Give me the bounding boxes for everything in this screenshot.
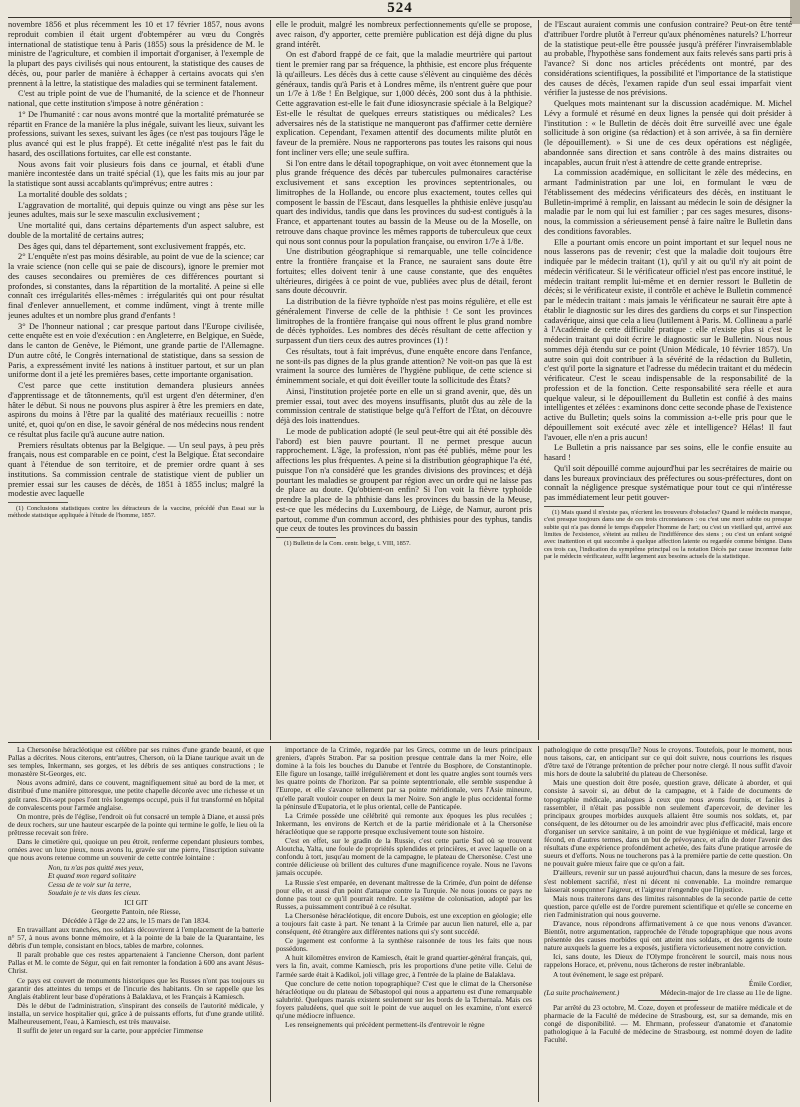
feuilleton-paragraph: D'ailleurs, revenir sur un passé aujourd'hui chacun, dans la mesure de ses forces, s'est noblement sacrifié, n'est ni décent ni convenable. La moindre remarque laisserait soupçonner l'aigreur, et l'aigreur n'engendre que l'injustice. xyxy=(544,868,792,894)
article-paragraph: Elle a pourtant omis encore un point important et sur lequel nous ne nous lasserons pas de revenir; c'est que la maladie doit toujours être indiquée par le médecin traitant (1), qu'il y ait ou qu'il n'y ait point de médecin vérificateur. Si le vérificateur officiel n'est pas encore institué, le médecin traitant remplit lui-même et en dernier ressort le Bulletin de décès; si le vérificateur existe, il contrôle et achève le Bulletin commencé par le médecin traitant : mais jamais le vérificateur ne saurait être apte à établir le diagnostic sur les dires des gardiens du corps et sur l'inspection cadavérique, ainsi que cela a lieu (lutilement à Paris. M. Collineau a parlé à l'Académie de cette difficulté pratique : elle n'existe plus si c'est le médecin traitant qui doit écrire le diagnostic sur le Bulletin. Nous nous sommes déjà étendu sur ce point (Union Médicale, 10 février 1857). Un autre soin qui doit contribuer à la sévérité de la rédaction du Bulletin, c'est qu'il porte la signature et l'adresse du médecin traitant et du médecin vérificateur. C'est le sceau indispensable de la responsabilité de la profession et de la fonction. Cette responsabilité sera réelle et aura quelque valeur, si le dépouillement du Bulletin est confié à des mains intelligentes et zélées : examinons donc cette seconde phase de l'existence active du Bulletin; quels soins la commission a-t-elle pris pour que le dépouillement soit exécuté avec zèle et intelligence? Hélas! Il faut l'avouer, elle n'en a pris aucun! xyxy=(544,237,792,442)
verse-line: Soudain je te vis dans les cieux. xyxy=(48,887,141,897)
article-paragraph: de l'Escaut auraient commis une confusion contraire? Peut-on être tenté d'attribuer l'ordre plutôt à l'erreur qu'aux phénomènes naturels? L'horreur de la statistique peut-elle être poussée jusqu'à préférer l'invraisemblable au probable, l'hypothèse sans fondement aux faits relevés sans parti pris à l'avance? Si donc nos articles précédents ont montré, par des considérations scientifiques, la possibilité et l'importance de la statistique des causes de décès, l'examen rapide d'un seul essai imparfait vient vérifier la justesse de nos prévisions. xyxy=(544,20,792,98)
page-number: 524 xyxy=(387,0,413,16)
verse-line: Cessa de te voir sur la terre, xyxy=(48,879,132,889)
article-paragraph: La mortalité double des soldats ; xyxy=(18,189,128,199)
article-paragraph: Une distribution géographique si remarquable, une telle coïncidence entre la frontière française et la France, ne sauraient sans doute être fortuites; elles doivent tenir à une cause constante, que des enquêtes ultérieures, dirigées à ce point de vue, publiées avec plus de détail, feront sans doute découvrir. xyxy=(276,247,532,296)
continued-note: (La suite prochainement.) xyxy=(544,987,620,997)
epitaph-verse xyxy=(48,864,264,896)
article-paragraph: Le Bulletin a pris naissance par ses soins, elle le confie ensuite au hasard ! xyxy=(544,443,792,462)
closing-notice: Par arrêté du 23 octobre, M. Coze, doyen et professeur de matière médicale et de pharmacie de la Faculté de médecine de Strasbourg, est, sur sa demande, mis en congé de disponibilité. — M. Ehrmann, professeur d'anatomie et d'anatomie pathologique à la Faculté de médecine de Strasbourg, est nommé doyen de ladite Faculté. xyxy=(544,1002,792,1045)
feuilleton-paragraph: Il suffit de jeter un regard sur la carte, pour apprécier l'immense xyxy=(17,1026,203,1036)
feuilleton-paragraph: On montre, près de l'église, l'endroit où fut consacré un temple à Diane, et aussi près de deux rochers, sur une hauteur escarpée de la pointe qui termine le golfe, le lieu où la prêtresse recevait son frère. xyxy=(8,811,264,837)
feuilleton-paragraph: Les renseignements qui précèdent permettent-ils d'entrevoir le règne xyxy=(285,1020,485,1030)
article-paragraph: La commission académique, en sollicitant le zèle des médecins, en armant l'administration par une loi, en formulant le vœu de l'établissement des médecins vérificateurs des décès, en instituant le Bulletin-imprimé à remplir, en laissant au médecin le soin de désigner la maladie par le nom qui lui est familier ; par ces sages mesures, disons-nous, la commission a sérieusement pensé à faire naître le Bulletin dans des conditions favorables. xyxy=(544,168,792,236)
top-rule xyxy=(8,17,792,18)
feuilleton-paragraph: La Chersonèse héracléotique est célèbre par ses ruines d'une grande beauté, et que Pallas a décrites. Nous citerons, entr'autres, Cherson, où la Diane taurique avait un de ses temples, Inkermann, ses gorges, et les débris de ses antiques constructions ; le monastère St-Georges, etc. xyxy=(8,746,264,779)
feuilleton-paragraph: importance de la Crimée, regardée par les Grecs, comme un de leurs principaux greniers, d'après Strabon. Par sa position presque centrale dans la mer Noire, elle domine à la fois les bouches du Danube et l'entrée du Bosphore, de Constantinople. Elle figure un losange, taillé irrégulièrement et dont les quatre angles sont tournés vers les quatre points de l'horizon. Par sa pointe septentrionale, elle semble suspendue à l'Europe, et elle s'avance tellement par sa pointe méridionale, vers l'Asie mineure, qu'elle paraît vouloir couper en deux la mer Noire. Son angle le plus occidental forme la péninsule d'Eupatoria, et le plus oriental, celle de Panticapée. xyxy=(276,746,532,811)
upper-column-1 xyxy=(8,20,264,735)
lower-column-3 xyxy=(544,746,792,1104)
feuilleton-paragraph: Ce pays est couvert de monuments historiques que les Russes n'ont pas toujours su garantir des atteintes du temps et de l'incurie des habitants. On se rappelle que les Anglais établirent leur base d'opérations à Balaklava, et les Français à Kamiesch. xyxy=(8,975,264,1001)
author-signature: Émile Cordier, xyxy=(748,978,792,988)
article-paragraph: Si l'on entre dans le détail topographique, on voit avec étonnement que la plus grande fréquence des décès par tubercules pulmonaires caractérise exclusivement et sans exception les provinces septentrionales, ou limitrophes de la Hollande, ou encore plus exactement, toutes celles qui composent le bassin de l'Escaut, dans lesquelles la phthisie enlève jusqu'au quart des individus, tandis que dans les provinces du sud-est contiguës à la France, et appartenant toutes au bassin de la Meuse ou de la Moselle, on retrouve dans chaque province les mêmes rapports de tuberculeux que ceux qui nous sont connus pour la population française, ou environ 1/7e à 1/8e. xyxy=(276,158,532,246)
lower-column-1 xyxy=(8,746,264,1104)
article-paragraph: La distribution de la fièvre typhoïde n'est pas moins régulière, et elle est généralement l'inverse de celle de la phthisie ! Ce sont les provinces limitrophes de la frontière française qui nous offrent le plus grand nombre de décès typhoïdes. Les nombres des décès résultant de cette affection y surpassent d'un tiers ceux des autres provinces (1) ! xyxy=(276,297,532,345)
feuilleton-paragraph: Mais nous traiterons dans des limites raisonnables de la seconde partie de cette question, parce qu'elle est de l'ordre purement scientifique et qu'elle se concerne en rien l'administration qui nous gouverne. xyxy=(544,893,792,919)
article-paragraph: Ainsi, l'institution projetée porte en elle un si grand avenir, que, dès un premier essai, tout avec des moyens insuffisants, plutôt dus au zèle de la commission centrale de statistique belge qu'à l'effort de l'État, on découvre déjà des lois inattendues. xyxy=(276,386,532,425)
verse-line: Et quand mon regard solitaire xyxy=(48,871,136,881)
upper-column-3 xyxy=(544,20,792,735)
article-paragraph: L'aggravation de mortalité, qui depuis quinze ou vingt ans pèse sur les jeunes adultes, mais sur le sexe masculin exclusivement ; xyxy=(8,200,264,220)
feuilleton-paragraph: Nous avons admiré, dans ce couvent, magnifiquement situé au bord de la mer, et distribué d'une manière pittoresque, une petite chapelle décorée avec une richesse et un goût rares. Dix-sept popes l'ont très longtemps occupé, puis il fut transformé en hôpital de convalescents pour l'armée anglaise. xyxy=(8,778,264,812)
article-paragraph: Une mortalité qui, dans certains départements d'un aspect salubre, est double de la mortalité de certains autres; xyxy=(8,221,264,240)
feuilleton-paragraph: Ce jugement est conforme à la synthèse raisonnée de tous les faits que nous possédons. xyxy=(276,936,532,954)
article-paragraph: Qu'il soit dépouillé comme aujourd'hui par les secrétaires de mairie ou dans les bureaux provinciaux des préfectures ou sous-préfectures, dont on connaît la négligence presque systématique pour tout ce qui n'intéresse pas immédiatement leur petit gouver- xyxy=(544,463,792,502)
article-paragraph: 3° De l'honneur national ; car presque partout dans l'Europe civilisée, cette enquête est en voie d'exécution : en Angleterre, en Belgique, en Suède, dans le canton de Genève, le Piémont, une grande partie de l'Allemagne. D'un autre côté, le Congrès international de statistique, dans sa session de Paris, a expressément invité les nations à instituer partout, et sur un plan uniforme dont il a jeté les premières bases, cette importante organisation. xyxy=(8,321,264,380)
feuilleton-paragraph: Il paraît probable que ces restes appartenaient à l'ancienne Cherson, dont parlent Pallas et M. le comte de Ségur, qui en fait remonter la fondation à 600 ans avant Jésus-Christ. xyxy=(8,950,264,976)
feuilleton-paragraph: En travaillant aux tranchées, nos soldats découvrirent à l'emplacement de la batterie n° 57, à nous avons bonne mémoire, et à la pointe de la baie de la Quarantaine, les débris d'un temple, consistant en blocs, tables de marbre, colonnes. xyxy=(8,924,264,951)
epitaph-date: Décédée à l'âge de 22 ans, le 15 mars de l'an 1834. xyxy=(62,915,210,925)
feuilleton-paragraph: pathologique de cette presqu'île? Nous le croyons. Toutefois, pour le moment, nous nous taisons, car, en anticipant sur ce qui doit suivre, nous courrions les risques d'être taxé de l'étrange prétention de prêcher pour notre clergé. Il nous suffit d'avoir mis hors de doute la salubrité du plateau de Chersonèse. xyxy=(544,746,792,779)
feuilleton-paragraph: La Crimée possède une célébrité qui remonte aux époques les plus reculées ; Inkermann, les environs de Kertch et de la partie méridionale et à la Chersonèse héracléotique que se rapporte presque exclusivement toute son histoire. xyxy=(276,810,532,836)
article-paragraph: Nous avons fait voir plusieurs fois dans ce journal, et établi d'une manière incontestée dans un traité spécial (1), que les faits mis au jour par la statistique sont aussi accablants qu'imprévus; entre autres : xyxy=(8,159,264,188)
article-paragraph: elle le produit, malgré les nombreux perfectionnements qu'elle se propose, avec raison, d'y apporter, cette première publication est déjà digne du plus grand intérêt. xyxy=(276,20,532,49)
upper-column-2 xyxy=(276,20,532,735)
article-paragraph: C'est au triple point de vue de l'humanité, de la science et de l'honneur national, que cette institution s'impose à notre génération : xyxy=(8,89,264,108)
column-divider xyxy=(270,20,271,740)
article-paragraph: C'est parce que cette institution demandera plusieurs années d'apprentissage et de tâtonnements, qu'il est urgent d'en déterminer, d'en hâter le début. Si nous ne pouvons plus aspirer à être les premiers en date, aspirons du moins à l'être par la qualité des matériaux recueillis : notre unité, et, quoi qu'on en dise, le savoir général de nos médecins nous rendent ce résultat plus facile qu'à aucune autre nation. xyxy=(8,381,264,439)
article-paragraph: Quelques mots maintenant sur la discussion académique. M. Michel Lévy a formulé et résumé en deux lignes la pensée qui doit présider à l'institution : « le Bulletin de décès doit être surveillé avec une égale sollicitude à son origine (sa rédaction) et à son arrivée, à sa fin dernière (le dépouillement). » Si une de ces deux opérations est négligée, abandonnée sans direction et sans contrôle à des mains distraites ou incapables, aucun fruit n'est à attendre de cette grande entreprise. xyxy=(544,99,792,167)
lower-column-2 xyxy=(276,746,532,1104)
article-paragraph: Ces résultats, tout à fait imprévus, d'une enquête encore dans l'enfance, ne sont-ils pas dignes de la plus grande attention? Ne voit-on pas que là est vraiment la source des lumières de l'hygiène publique, de cette science si éminemment sociale, et qui doit éveiller toute la sollicitude des États? xyxy=(276,346,532,385)
section-divider xyxy=(8,742,792,743)
footnote: (1) Mais quand il n'existe pas, n'écrient les trouveurs d'obstacles? Quand le médecin manque, c'est presque toujours dans une de ces trois circonstances : ou c'est une mort subite ou presque subite qui n'a pas donné le temps d'appeler l'homme de l'art; ou c'est un vieillard qui, arrivé aux limites de l'existence, s'éteint au milieu de l'indifférence des siens ; ou c'est un enfant soigné avec inattention et qui succombe à quelque affection latente ou regardée comme bénigne. Dans ces trois cas, l'indication du symptôme principal ou la notation Décès par cause inconnue faite par le médecin vérificateur, suffit largement aux besoins actuels de la statistique. xyxy=(544,508,792,561)
column-divider xyxy=(270,746,271,1102)
closing-rule xyxy=(638,1000,698,1001)
feuilleton-paragraph: A tout événement, le sage est préparé. xyxy=(553,969,664,979)
article-paragraph: 2° L'enquête n'est pas moins désirable, au point de vue de la science; car la vraie science (non celle qui se paie de discours), ignore le premier mot des causes secondaires ou premières de ces différences pourtant si profondes, si constantes, dans la répartition de la mortalité. A peine si elle connaît ces irrégularités elles-mêmes : irrégularités qui ont pour résultat final d'enlever annuellement, et comme indûment, vingt à trente mille jeunes adultes et un nombre plus grand d'enfants ! xyxy=(8,252,264,320)
feuilleton-paragraph: D'avance, nous répondrons affirmativement à ce que nous venons d'avancer. Bientôt, notre argumentation, rapprochée de l'étude topographique que nous avons présentée des causes morbides qui ont atteint nos soldats, et des agents de toute nature auxquels la guerre les a exposés, justifiera victorieusement notre conviction. xyxy=(544,918,792,953)
verse-line: Non, tu n'as pas quitté mes yeux, xyxy=(48,863,144,873)
footnote: (1) Conclusions statistiques contre les détracteurs de la vaccine, précédé d'un Essai sur la méthode statistique appliquée à l'étude de l'homme, 1857. xyxy=(8,505,264,520)
article-paragraph: Des âges qui, dans tel département, sont exclusivement frappés, etc. xyxy=(18,241,246,251)
feuilleton-paragraph: Dans le cimetière qui, quoique un peu étroit, renferme cependant plusieurs tombes, ornées avec un luxe pieux, nous avons lu, gravée sur une pierre, l'inscription suivante que nous avons retenue comme un souvenir de cette contrée lointaine : xyxy=(8,837,264,863)
article-paragraph: 1° De l'humanité : car nous avons montré que la mortalité prématurée se répartit en France de la manière la plus inégale, suivant les lieux, suivant les professions, suivant les sexes, suivant les âges (ce n'est pas toujours l'âge le plus avancé qui est le plus frappé). Et cette inégalité n'est pas le fait du hasard, des oscillations fortuites, car elle est constante. xyxy=(8,109,264,158)
feuilleton-paragraph: A huit kilomètres environ de Kamiesch, était le grand quartier-général français, qui, vers la fin, avait, comme Kamiesch, pris les proportions d'une petite ville. Celui de l'armée sarde était à Kadikoï, joli village grec, à l'entrée de la plaine de Balaklava. xyxy=(276,953,532,979)
feuilleton-paragraph: Dès le début de l'administration, s'inspirant des conseils de l'autorité médicale, y installa, un service hospitalier qui, grâce à de puissants efforts, fut d'une grande utilité. Malheureusement, l'eau, à Kamiesch, est très mauvaise. xyxy=(8,1000,264,1026)
column-divider xyxy=(538,746,539,1102)
feuilleton-paragraph: La Russie s'est emparée, en devenant maîtresse de la Crimée, d'un point de défense pour elle, et aussi d'un point d'attaque contre la Turquie. Ne nous jouons ce pays ne donne pas tout ce qu'il pourrait rendre. Le système de colonisation, adopté par les Russes, a puissamment contribué à ce résultat. xyxy=(276,877,532,911)
article-paragraph: Premiers résultats obtenus par la Belgique. — Un seul pays, à peu près français, nous est comparable en ce point, c'est la Belgique. État secondaire quant à l'étendue de son territoire, et de premier ordre quant à ses institutions. Sa commission centrale de statistique vient de publier un premier essai sur les causes de décès, de 1851 à 1855 inclus; malgré la modestie avec laquelle xyxy=(8,440,264,499)
column-divider xyxy=(538,20,539,740)
feuilleton-paragraph: Mais une question doit être posée, question grave, délicate à aborder, et qui consiste à savoir si, au début de la campagne, et à l'aide de documents de topographie médicale, analogues à ceux que nous avons fournis, et faciles à rassembler, il n'était pas possible non seulement d'apercevoir, de deviner les principaux groupes morbides auxquels allaient être soumis nos soldats, et, par conséquent, de les détourner ou de les amoindrir avec plus d'efficacité, mais encore d'organiser un service sanitaire, à un point de vue hygiénique et médical, large et fécond, en d'autres termes, dans un but de prévoyance, et afin de doter l'avenir des résultats d'une expérience profondément achetée, des faits d'une pratique arrosée de sueurs et d'efforts. Nous ne toucherons pas à la première partie de cette question. On ne pouvait guère mieux faire que ce qu'on a fait. xyxy=(544,778,792,869)
feuilleton-paragraph: Ici, sans doute, les Dieux de l'Olympe froncèrent le sourcil, mais nous nous rappelons Horace, et, prévenu, nous tâcherons de rester inébranlable. xyxy=(544,952,792,970)
feuilleton-paragraph: Que conclure de cette notion topographique? C'est que le climat de la Chersonèse héracléotique ou du plateau de Sébastopol qui nous a appartenu est d'une remarquable salubrité. Quelques marais existent seulement sur les bords de la Tchernaïa. Mais ces foyers paludéens, quel que soit le point de vue auquel on les examine, n'ont exercé qu'une médiocre influence. xyxy=(276,978,532,1020)
signature-line xyxy=(544,989,792,997)
author-role: Médecin-major de 1re classe au 11e de ligne. xyxy=(660,987,792,997)
feuilleton-paragraph: La Chersonèse héracléotique, dit encore Dubois, est une exception en géologie; elle a toujours fait caste à part. Ne tenant à la Crimée par aucun lien naturel, elle a, par conséquent, été étrangère aux différentes nations qui s'y sont succédé. xyxy=(276,910,532,937)
feuilleton-paragraph: C'est en effet, sur le gradin de la Russie, c'est cette partie Sud où se trouvent Aloutcha, Yalta, une foule de propriétés splendides et princières, et avec laquelle on a confondu à tort, jusqu'au moment de la campagne, le plateau de Chersonèse. C'est une contrée délicieuse où brillent des cultures d'une magnificence royale. Nous ne l'avons jamais occupée. xyxy=(276,836,532,878)
article-paragraph: Le mode de publication adopté (le seul peut-être qui ait été possible dès l'abord) est bien pauvre pourtant. Il ne permet presque aucun rapprochement. L'âge, la profession, n'ont pas été publiés, même pour les affections les plus fréquentes. A peine si la distribution géographique l'a été, puisque l'on n'a considéré que les grandes divisions des provinces; et déjà pourtant les maladies se groupent par région avec un ordre qui ne laisse pas de place au doute. Qu'obtient-on enfin? Si l'on voit la fièvre typhoïde prendre la place de la phthisie dans les provinces du bassin de la Meuse, est-ce que les médecins du Luxembourg, de Liège, de Namur, auront pris partout, comme d'un commun accord, des phthisies pour des typhus, tandis que ceux de toutes les provinces du bassin xyxy=(276,426,532,534)
article-paragraph: On est d'abord frappé de ce fait, que la maladie meurtrière qui partout tient le premier rang par sa fréquence, la phthisie, est encore plus fréquente là qu'ailleurs. Les décès dus à cette cause s'élèvent au cinquième des décès généraux, tandis qu'à Paris et à Londres même, ils n'entrent guère que pour un 1/7e à 1/8e ! En Belgique, sur 1,000 décès, 200 sont dus à la phthisie. Cette aggravation est-elle le fait d'une idiosyncrasie spéciale à la Belgique? Est-elle le résultat de quelques erreurs statistiques ou médicales? Les adversaires nés de la statistique ne manqueront pas d'affirmer cette dernière explication. Cependant, l'examen attentif des documents milite plutôt en faveur de la première. Nous ne rapporterons pas toutes les raisons qui nous font incliner vers elle; une seule suffira. xyxy=(276,50,532,157)
epitaph-name: Georgette Pantoin, née Riesse, xyxy=(91,906,181,916)
footnote: (1) Bulletin de la Com. centr. belge, t. VIII, 1857. xyxy=(284,540,411,547)
article-paragraph: novembre 1856 et plus récemment les 10 et 17 février 1857, nous avons reproduit combien il était urgent d'obtempérer au vœu du Congrès international de statistique tenu à Paris (1855) sous la présidence de M. le ministre de l'agriculture, et combien il importait d'organiser, à l'exemple de la plupart des pays civilisés qui nous entourent, la statistique des causes de décès, ou, pour parler de manière à échapper à certains avocats qui s'en prennent à la lettre, la statistique des maladies qui se terminent fatalement. xyxy=(8,20,264,88)
epitaph-heading: ICI GIT xyxy=(124,897,148,907)
